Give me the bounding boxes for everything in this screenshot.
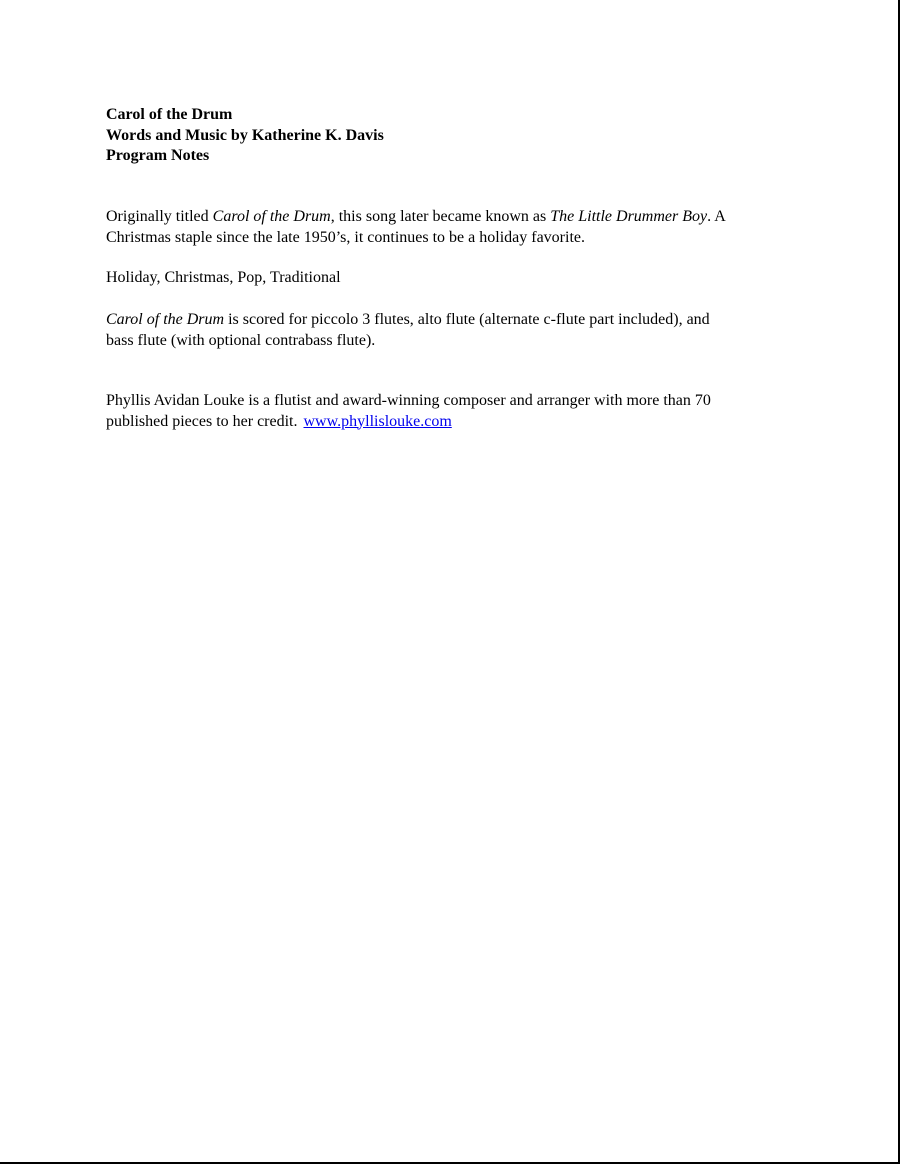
- song-credit: Words and Music by Katherine K. Davis: [106, 126, 384, 144]
- later-title: The Little Drummer Boy: [550, 208, 708, 225]
- song-title: Carol of the Drum: [106, 106, 233, 123]
- intro-text-c: . A: [707, 208, 726, 225]
- section-title: Program Notes: [106, 147, 210, 164]
- scoring-text: is scored for piccolo 3 flutes, alto flute (alternate c-flute part included), and: [224, 311, 710, 328]
- website-link[interactable]: www.phyllislouke.com: [303, 412, 452, 430]
- bio-text: published pieces to her credit.: [106, 412, 298, 430]
- scoring-line-1: [106, 310, 796, 331]
- bio-paragraph: [106, 391, 796, 432]
- bio-line-1: Phyllis Avidan Louke is a flutist and award-winning composer and arranger with more than 70: [106, 392, 711, 409]
- genres-paragraph: [106, 268, 796, 289]
- scoring-paragraph: [106, 310, 796, 351]
- intro-text-b: , this song later became known as: [330, 208, 551, 225]
- scoring-line-2: bass flute (with optional contrabass flute).: [106, 331, 376, 349]
- intro-line-1: [106, 207, 796, 228]
- document-header: [106, 105, 384, 167]
- genres-text: Holiday, Christmas, Pop, Traditional: [106, 269, 341, 286]
- intro-paragraph: [106, 207, 796, 248]
- intro-text-a: Originally titled: [106, 208, 213, 225]
- bio-line-2: [106, 412, 796, 433]
- original-title: Carol of the Drum: [212, 208, 331, 225]
- intro-line-2: Christmas staple since the late 1950’s, it continues to be a holiday favorite.: [106, 228, 585, 246]
- scoring-title: Carol of the Drum: [106, 311, 225, 328]
